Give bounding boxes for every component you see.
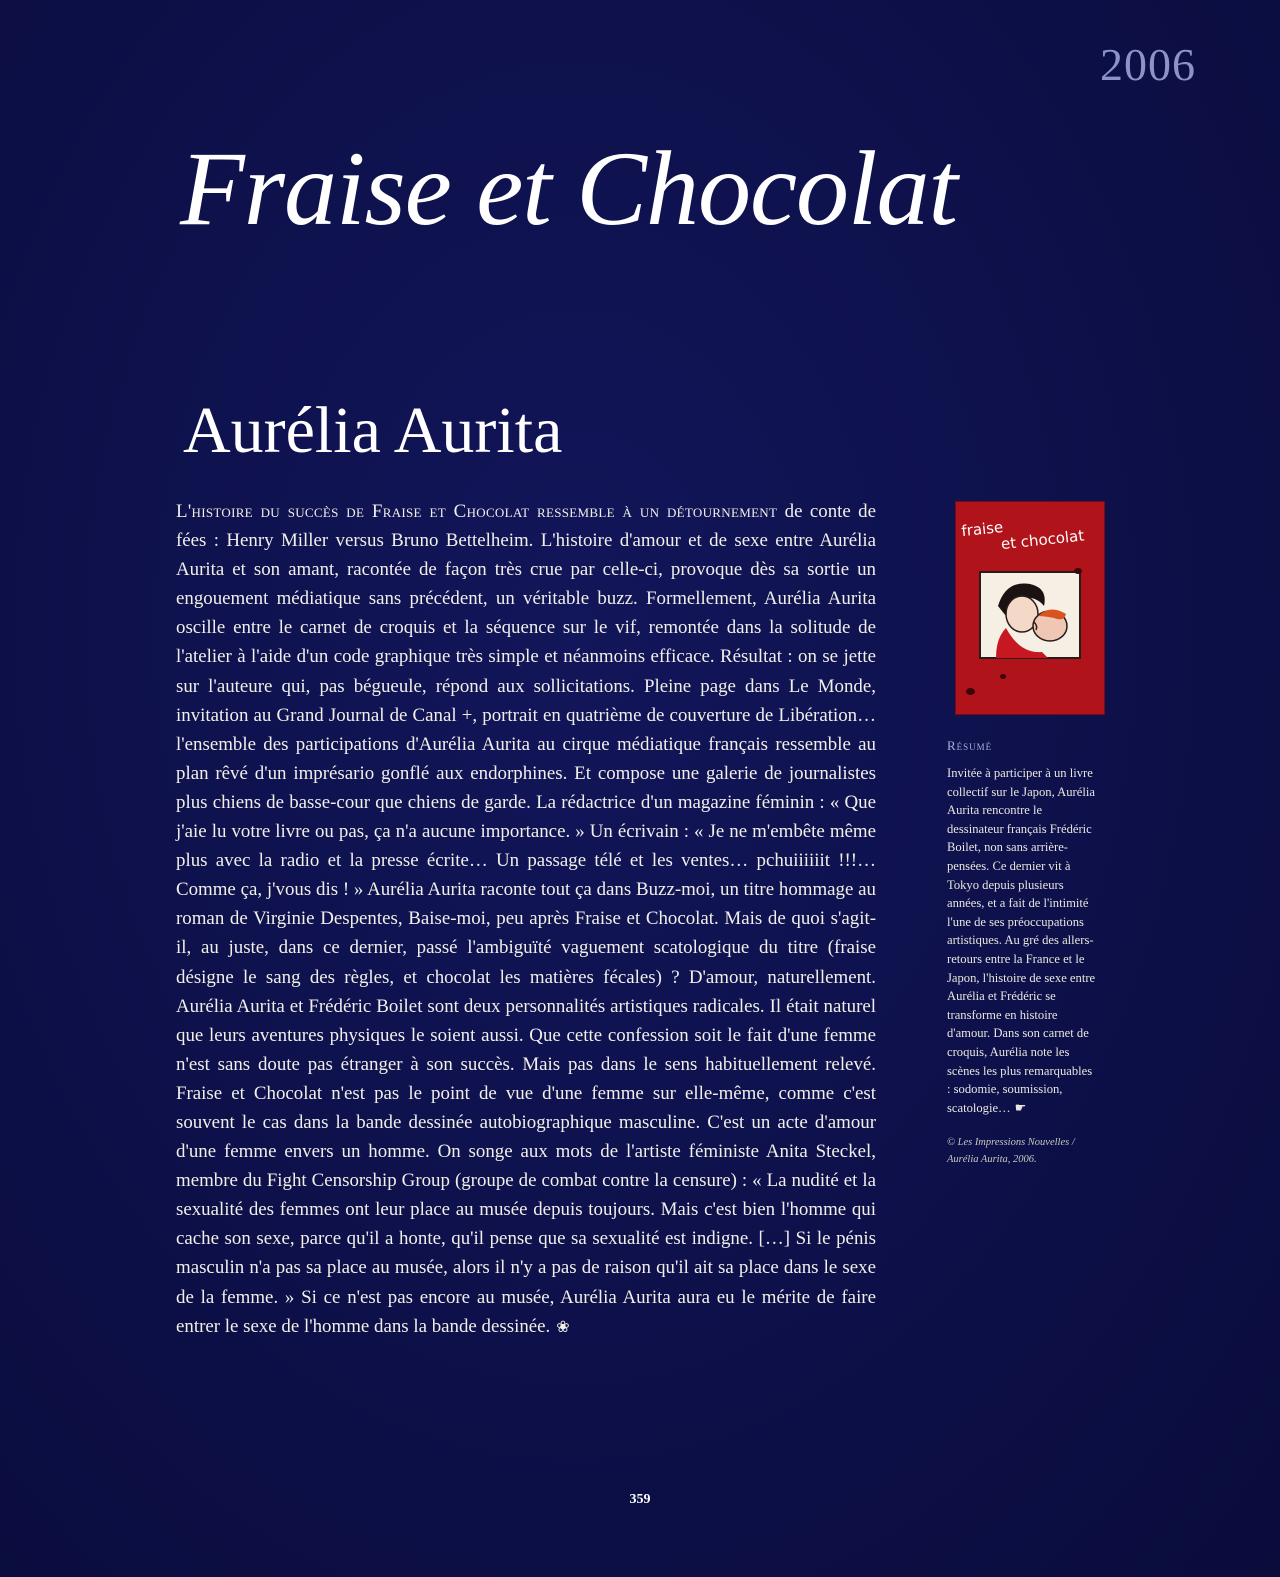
book-title: Fraise et Chocolat <box>180 130 957 247</box>
article-text: de conte de fées : Henry Miller versus Bruno Bettelheim. L'histoire d'amour et de sexe entre Aurélia Aurita et son amant, racontée de façon très crue par celle-ci, provoque dès sa sortie un engouement médiatique sans précédent, un véritable buzz. Formellement, Aurélia Aurita oscille entre le carnet de croquis et la séquence sur le vif, remontée dans la solitude de l'atelier à l'aide d'un code graphique très simple et néanmoins efficace. Résultat : on se jette sur l'auteure qui, pas bégueule, répond aux sollicitations. Pleine page dans Le Monde, invitation au Grand Journal de Canal +, portrait en quatrième de couverture de Libération… l'ensemble des participations d'Aurélia Aurita au cirque médiatique français ressemble au plan rêvé d'un imprésario gonflé aux endorphines. Et compose une galerie de journalistes plus chiens de basse-cour que chiens de garde. La rédactrice d'un magazine féminin : « Que j'aie lu votre livre ou pas, ça n'a aucune importance. » Un écrivain : « Je ne m'embête même plus avec la radio et la presse écrite… Un passage télé et les ventes… pchuiiiiiit !!!… Comme ça, j'vous dis ! » Aurélia Aurita raconte tout ça dans Buzz-moi, un titre hommage au roman de Virginie Despentes, Baise-moi, peu après Fraise et Chocolat. Mais de quoi s'agit-il, au juste, dans ce dernier, passé l'ambiguïté vaguement scatologique du titre (fraise désigne le sang des règles, et chocolat les matières fécales) ? D'amour, naturellement. Aurélia Aurita et Frédéric Boilet sont deux personnalités artistiques radicales. Il était naturel que leurs aventures physiques le soient aussi. Que cette confession soit le fait d'une femme n'est sans doute pas étranger à son succès. Mais pas dans le sens habituellement relevé. Fraise et Chocolat n'est pas le point de vue d'une femme sur elle-même, comme c'est souvent le cas dans la bande dessinée autobiographique masculine. C'est un acte d'amour d'une femme envers un homme. On songe aux mots de l'artiste féministe Anita Steckel, membre du Fight Censorship Group (groupe de combat contre la censure) : « La nudité et la sexualité des femmes ont leur place au musée depuis toujours. Mais c'est bien l'homme qui cache son sexe, parce qu'il a honte, qu'il pense que sa sexualité est indigne. […] Si le pénis masculin n'a pas sa place au musée, alors il n'y a pas de raison qu'il ait sa place dans le sexe de la femme. » Si ce n'est pas encore au musée, Aurélia Aurita aura eu le mérite de faire entrer le sexe de l'homme dans la bande dessinée. <box>176 501 877 1337</box>
article-body <box>176 497 876 1342</box>
author-name: Aurélia Aurita <box>183 394 563 467</box>
summary-heading: Résumé <box>947 738 993 753</box>
page-number: 359 <box>629 1492 651 1507</box>
image-credit: © Les Impressions Nouvelles / Aurélia Aurita, 2006. <box>947 1137 1075 1166</box>
cover-title <box>961 509 1102 557</box>
cover-title-line2: et chocolat <box>1000 526 1085 554</box>
couple-illustration-icon <box>978 566 1082 662</box>
article-lead: L'histoire du succès de Fraise et Chocolat ressemble à un détournement <box>176 501 778 522</box>
pointing-hand-icon: ☛ <box>1014 1100 1027 1116</box>
summary-text: Invitée à participer à un livre collectif sur le Japon, Aurélia Aurita rencontre le dessinateur français Frédéric Boilet, non sans arrière-pensées. Ce dernier vit à Tokyo depuis plusieurs années, et a fait de l'intimité l'une de ses préoccupations artistiques. Au gré des allers-retours entre la France et le Japon, l'histoire de sexe entre Aurélia et Frédéric se transforme en histoire d'amour. Dans son carnet de croquis, Aurélia note les scènes les plus remarquables : sodomie, soumission, scatologie… <box>947 766 1096 1115</box>
summary-sidebar <box>947 738 1097 1168</box>
article-paragraph <box>176 497 876 1342</box>
year-label: 2006 <box>1100 39 1196 90</box>
book-cover-image <box>956 502 1104 714</box>
summary-text-block <box>947 764 1097 1118</box>
cover-title-line1: fraise <box>960 517 1005 541</box>
flower-end-icon: ❀ <box>556 1318 570 1336</box>
